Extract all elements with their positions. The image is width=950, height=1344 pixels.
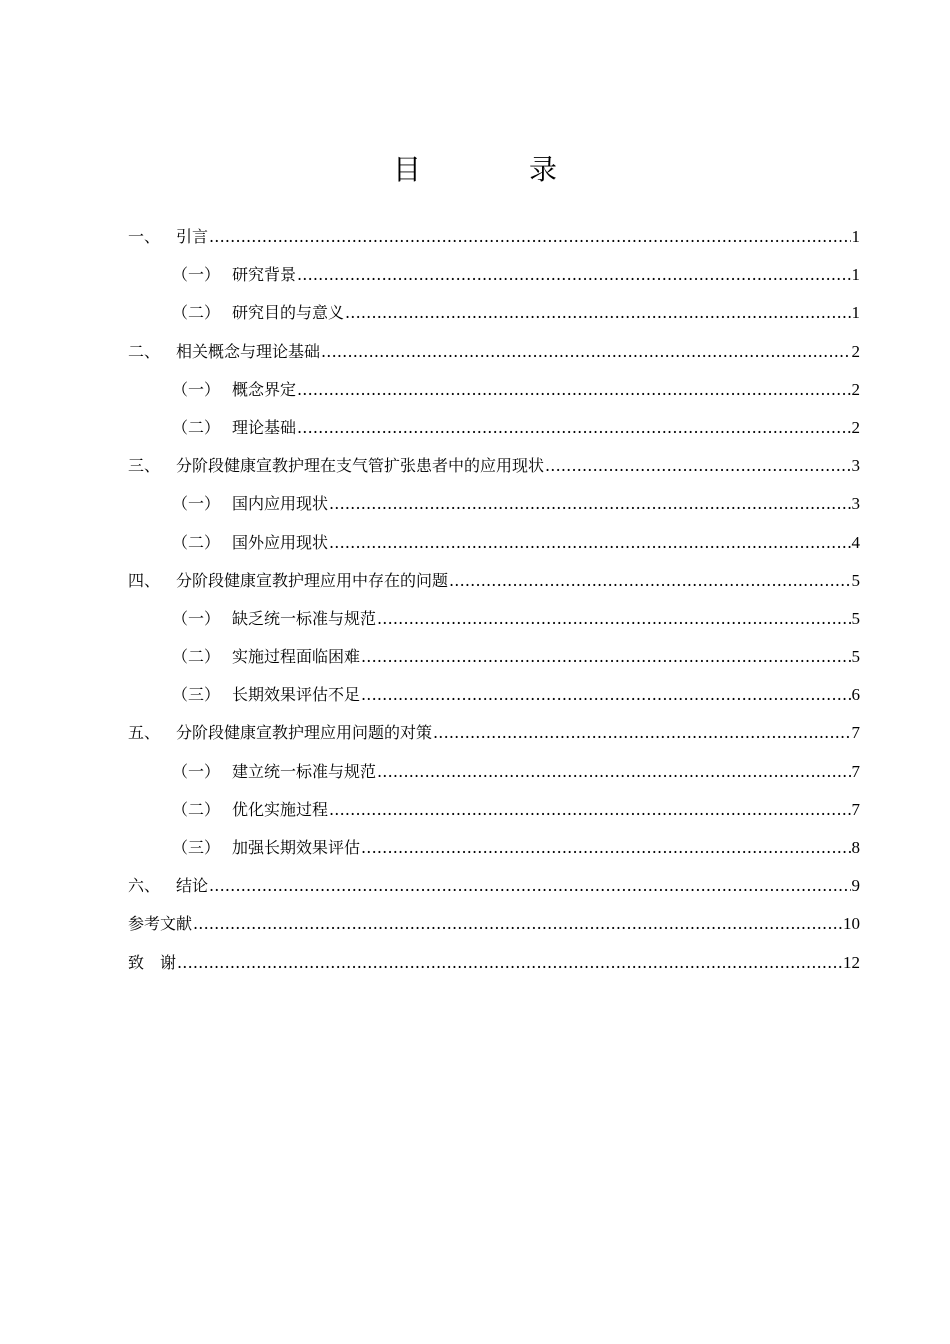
toc-entry-number: 一、 — [128, 227, 161, 246]
toc-entry-number: （一） — [172, 761, 221, 781]
toc-title: 目 录 — [392, 153, 597, 186]
toc-entry[interactable] — [128, 218, 860, 256]
toc-entry[interactable] — [128, 562, 860, 600]
toc-entry-page-number: 1 — [851, 303, 860, 323]
toc-entry-page-number: 2 — [851, 379, 860, 399]
toc-list — [128, 218, 860, 982]
toc-dot-leader — [361, 676, 850, 714]
toc-entry[interactable] — [128, 333, 860, 371]
toc-dot-leader — [209, 218, 850, 256]
toc-entry[interactable] — [128, 447, 860, 485]
toc-dot-leader — [297, 409, 850, 447]
toc-entry[interactable] — [128, 409, 860, 447]
toc-entry-page-number: 7 — [851, 723, 860, 743]
toc-entry-title: 国内应用现状 — [232, 494, 329, 514]
toc-entry-page-number: 12 — [843, 952, 860, 972]
toc-dot-leader — [329, 791, 850, 829]
toc-entry-page-number: 6 — [851, 685, 860, 705]
toc-dot-leader — [361, 638, 850, 676]
toc-entry[interactable] — [128, 371, 860, 409]
toc-entry-title: 分阶段健康宣教护理应用中存在的问题 — [176, 570, 449, 590]
toc-dot-leader — [361, 829, 850, 867]
toc-entry-page-number: 5 — [851, 647, 860, 667]
toc-entry-title: 分阶段健康宣教护理在支气管扩张患者中的应用现状 — [176, 456, 545, 476]
toc-dot-leader — [345, 294, 850, 332]
toc-entry-number: 五、 — [128, 723, 161, 743]
toc-entry-page-number: 7 — [851, 761, 860, 781]
toc-entry-number: （一） — [172, 265, 221, 285]
toc-entry[interactable] — [128, 524, 860, 562]
toc-entry-number: （二） — [172, 799, 221, 819]
toc-entry[interactable] — [128, 485, 860, 523]
toc-entry-title: 研究目的与意义 — [232, 303, 345, 323]
toc-entry-title: 加强长期效果评估 — [232, 838, 361, 857]
toc-entry[interactable] — [128, 829, 860, 867]
toc-dot-leader — [297, 371, 850, 409]
toc-entry-number: （二） — [172, 532, 221, 552]
toc-entry-title: 相关概念与理论基础 — [176, 341, 321, 361]
toc-entry-page-number: 5 — [851, 570, 860, 590]
toc-dot-leader — [545, 447, 850, 485]
toc-entry[interactable] — [128, 714, 860, 752]
toc-entry-title: 缺乏统一标准与规范 — [232, 608, 377, 628]
toc-entry[interactable] — [128, 638, 860, 676]
toc-entry[interactable] — [128, 867, 860, 905]
toc-entry-number: 三、 — [128, 456, 161, 476]
toc-entry-number: （三） — [172, 838, 221, 857]
toc-entry-page-number: 10 — [843, 914, 860, 934]
toc-entry-title: 概念界定 — [232, 379, 297, 399]
toc-dot-leader — [177, 944, 842, 982]
toc-dot-leader — [297, 256, 850, 294]
toc-entry-title: 实施过程面临困难 — [232, 647, 361, 667]
toc-entry[interactable] — [128, 753, 860, 791]
toc-entry-page-number: 9 — [851, 876, 860, 896]
toc-entry-page-number: 7 — [851, 799, 860, 819]
toc-entry-page-number: 8 — [851, 838, 860, 857]
toc-entry-number: （二） — [172, 417, 221, 437]
toc-entry-title: 建立统一标准与规范 — [232, 761, 377, 781]
toc-dot-leader — [329, 524, 850, 562]
toc-entry[interactable] — [128, 905, 860, 943]
toc-entry-number: （二） — [172, 303, 221, 323]
toc-entry-title: 参考文献 — [128, 914, 193, 934]
toc-entry-title: 研究背景 — [232, 265, 297, 285]
toc-dot-leader — [193, 905, 842, 943]
toc-dot-leader — [377, 600, 850, 638]
toc-dot-leader — [449, 562, 850, 600]
toc-entry-page-number: 3 — [851, 494, 860, 514]
toc-entry-page-number: 2 — [851, 341, 860, 361]
toc-entry-number: （一） — [172, 379, 221, 399]
toc-entry[interactable] — [128, 294, 860, 332]
toc-entry[interactable] — [128, 944, 860, 982]
toc-entry-number: （二） — [172, 647, 221, 667]
toc-entry-number: （三） — [172, 685, 221, 705]
toc-entry-page-number: 5 — [851, 608, 860, 628]
toc-entry-title: 致 谢 — [128, 952, 177, 972]
toc-dot-leader — [209, 867, 850, 905]
toc-entry-page-number: 3 — [851, 456, 860, 476]
toc-entry-number: 二、 — [128, 341, 161, 361]
toc-dot-leader — [329, 485, 850, 523]
toc-entry-title: 理论基础 — [232, 417, 297, 437]
toc-entry[interactable] — [128, 791, 860, 829]
toc-entry[interactable] — [128, 676, 860, 714]
toc-entry[interactable] — [128, 600, 860, 638]
toc-entry-title: 分阶段健康宣教护理应用问题的对策 — [176, 723, 433, 743]
toc-entry-number: （一） — [172, 494, 221, 514]
toc-entry-page-number: 4 — [851, 532, 860, 552]
toc-entry-page-number: 1 — [851, 227, 860, 246]
toc-entry-title: 结论 — [176, 876, 209, 896]
toc-entry-number: 四、 — [128, 570, 161, 590]
toc-entry-page-number: 1 — [851, 265, 860, 285]
toc-dot-leader — [433, 714, 850, 752]
toc-entry-title: 国外应用现状 — [232, 532, 329, 552]
toc-entry-title: 优化实施过程 — [232, 799, 329, 819]
toc-entry-title: 引言 — [176, 227, 209, 246]
toc-dot-leader — [377, 753, 850, 791]
toc-entry[interactable] — [128, 256, 860, 294]
toc-entry-title: 长期效果评估不足 — [232, 685, 361, 705]
toc-dot-leader — [321, 333, 850, 371]
toc-entry-number: （一） — [172, 608, 221, 628]
toc-entry-page-number: 2 — [851, 417, 860, 437]
toc-entry-number: 六、 — [128, 876, 161, 896]
